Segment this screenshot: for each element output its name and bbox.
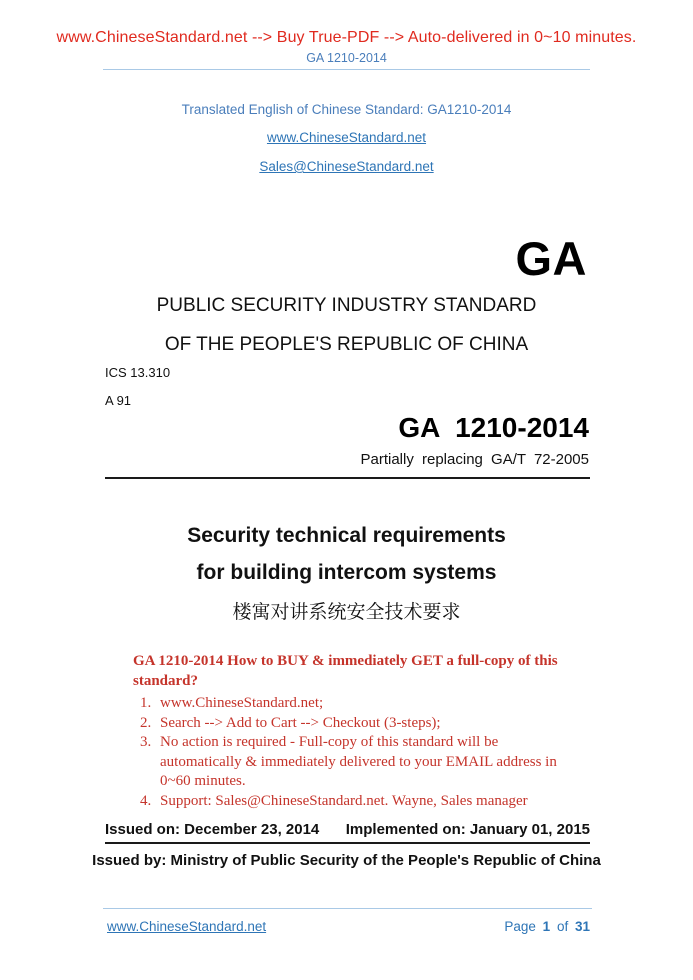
site-link-text[interactable]: www.ChineseStandard.net xyxy=(266,130,427,145)
issuance-dates-row xyxy=(105,821,590,838)
buy-instructions-heading: GA 1210-2014 How to BUY & immediately GET a full-copy of this standard? xyxy=(133,653,558,689)
page-number: 1 xyxy=(542,919,551,934)
org-name-line2: OF THE PEOPLE'S REPUBLIC OF CHINA xyxy=(164,334,529,355)
classification-code: A 91 xyxy=(105,393,132,408)
title-english-line1: Security technical requirements xyxy=(187,524,506,547)
translated-line: Translated English of Chinese Standard: GA1210-2014 xyxy=(181,102,512,117)
implemented-on-date: Implemented on: January 01, 2015 xyxy=(345,821,590,838)
buy-step-number: 3. xyxy=(140,734,152,750)
of-label: of xyxy=(556,919,569,934)
sales-email-link-text[interactable]: Sales@ChineseStandard.net xyxy=(259,159,434,174)
buy-step-3 xyxy=(140,733,578,792)
page-label: Page xyxy=(504,919,536,934)
buy-step-text: Support: Sales@ChineseStandard.net. Wayne, Sales manager xyxy=(160,792,528,809)
standard-number: GA 1210-2014 xyxy=(398,412,589,443)
replacing-note: Partially replacing GA/T 72-2005 xyxy=(360,451,589,468)
buy-step-text: www.ChineseStandard.net; xyxy=(160,695,324,711)
top-banner: www.ChineseStandard.net --> Buy True-PDF --> Auto-delivered in 0~10 minutes. xyxy=(56,29,637,46)
issued-by-line: Issued by: Ministry of Public Security of the People's Republic of China xyxy=(92,852,601,869)
org-name-line1: PUBLIC SECURITY INDUSTRY STANDARD xyxy=(156,295,537,316)
issuance-divider xyxy=(105,842,590,844)
total-pages: 31 xyxy=(574,919,590,934)
ics-code: ICS 13.310 xyxy=(105,365,171,380)
doc-code-header: GA 1210-2014 xyxy=(306,51,387,65)
sales-email-link[interactable] xyxy=(0,158,693,176)
site-link[interactable] xyxy=(0,129,693,147)
buy-step-number: 2. xyxy=(140,714,152,731)
title-english-line2: for building intercom systems xyxy=(196,561,497,584)
buy-step-text: No action is required - Full-copy of this standard will be automatically & immediately delivered to your EMAIL address in 0~60 minutes. xyxy=(160,734,557,789)
footer xyxy=(107,919,590,934)
ga-logo: GA xyxy=(515,232,587,285)
buy-step-1 xyxy=(140,694,578,714)
issued-on-date: Issued on: December 23, 2014 xyxy=(105,821,320,838)
buy-step-number: 1. xyxy=(140,695,152,711)
page-indicator xyxy=(501,919,590,934)
buy-step-4 xyxy=(140,792,578,812)
header-divider xyxy=(103,69,590,70)
title-chinese: 楼寓对讲系统安全技术要求 xyxy=(232,602,461,623)
footer-site-link[interactable]: www.ChineseStandard.net xyxy=(107,919,267,934)
buy-step-2 xyxy=(140,714,578,734)
standard-number-divider xyxy=(105,477,590,479)
buy-step-number: 4. xyxy=(140,792,152,809)
buy-step-text: Search --> Add to Cart --> Checkout (3-steps); xyxy=(160,714,441,731)
buy-instructions-box xyxy=(133,652,578,811)
footer-divider xyxy=(103,908,592,909)
